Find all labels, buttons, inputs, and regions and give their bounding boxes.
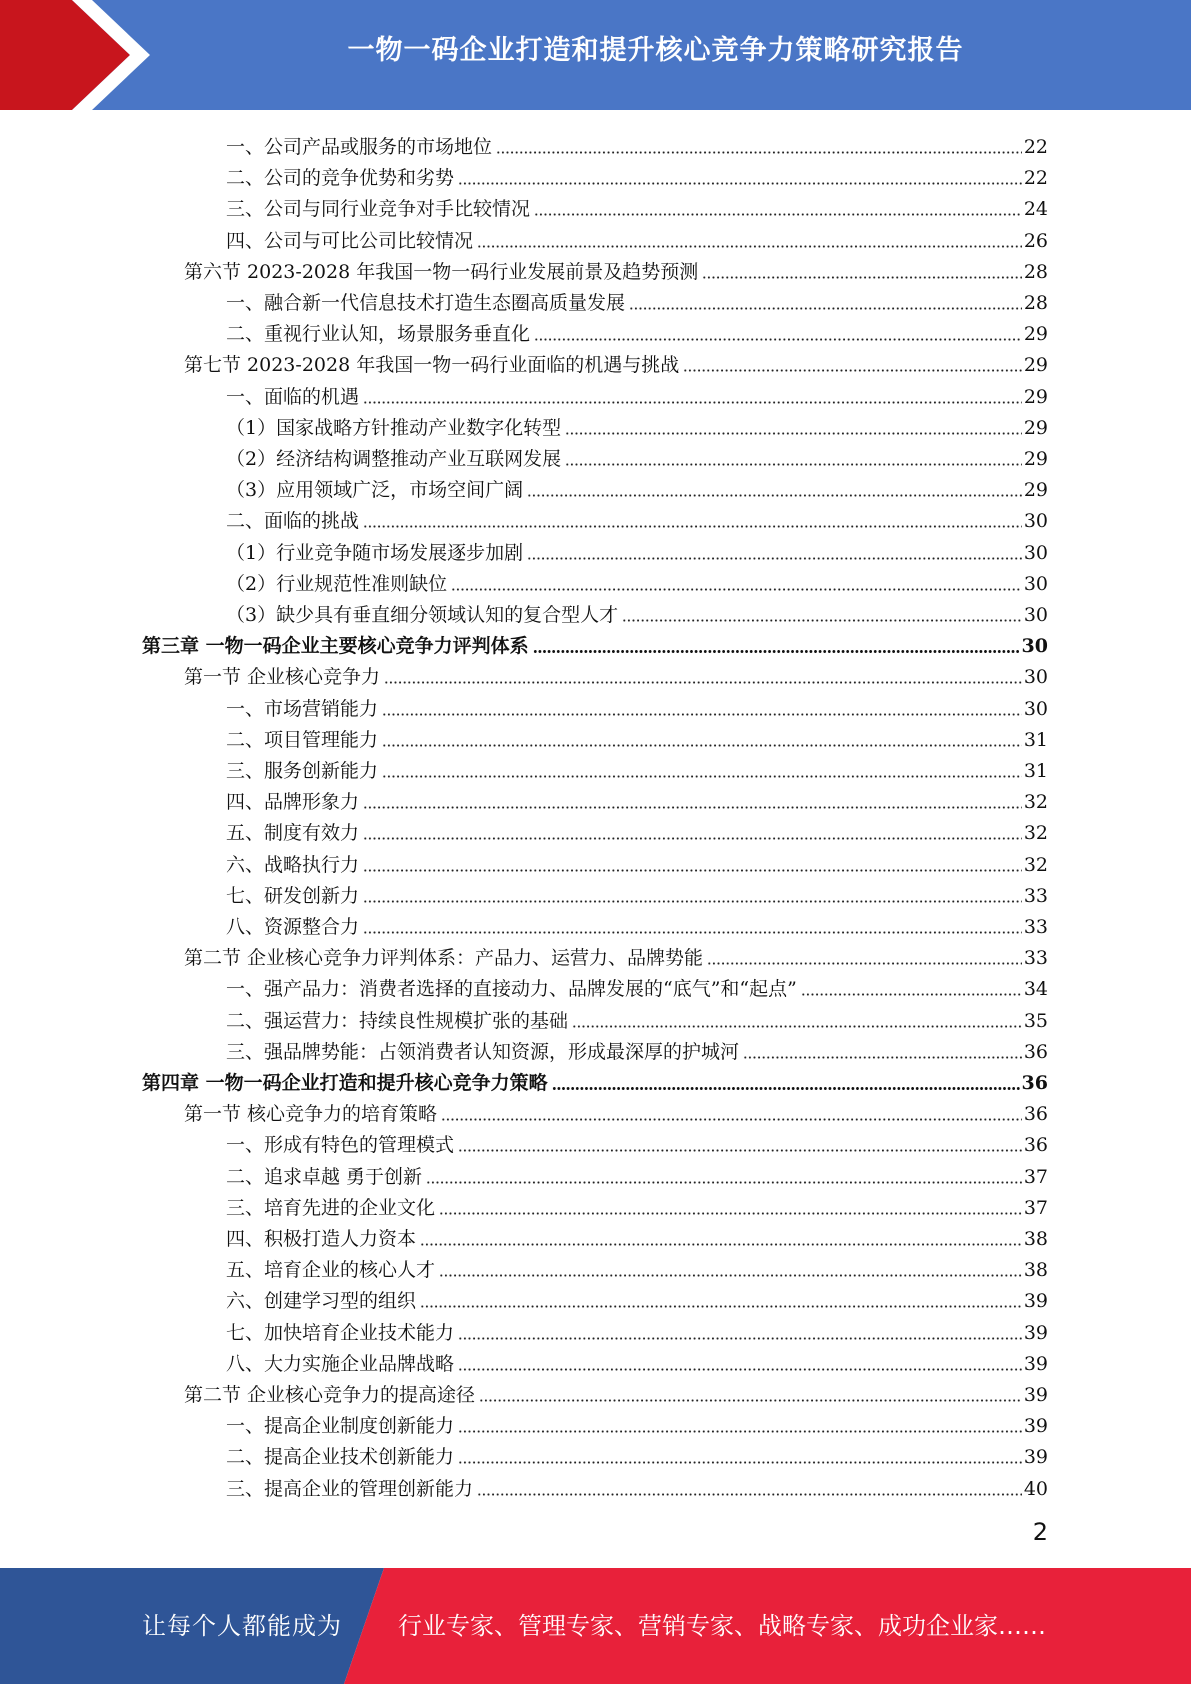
toc-entry[interactable]	[184, 939, 1048, 970]
toc-entry-page: 30	[1023, 666, 1048, 689]
toc-entry[interactable]	[184, 1095, 1048, 1126]
toc-entry-page: 37	[1023, 1165, 1048, 1188]
toc-entry[interactable]	[226, 814, 1048, 845]
toc-leader-dots	[622, 619, 1022, 622]
toc-entry-page: 33	[1023, 916, 1048, 938]
toc-entry[interactable]	[226, 1158, 1048, 1189]
toc-entry[interactable]	[226, 1220, 1048, 1251]
toc-entry[interactable]	[226, 1126, 1048, 1157]
toc-leader-dots	[707, 962, 1022, 965]
toc-entry-title: 第六节 2023-2028 年我国一物一码行业发展前景及趋势预测	[184, 260, 699, 283]
toc-leader-dots	[363, 806, 1022, 809]
toc-entry-page: 26	[1023, 229, 1048, 252]
toc-entry-title: 二、重视行业认知，场景服务垂直化	[226, 323, 531, 346]
toc-entry-title: （1）行业竞争随市场发展逐步加剧	[226, 541, 524, 564]
toc-entry-page: 30	[1023, 697, 1048, 720]
footer-slogan: 让每个人都能成为	[142, 1612, 342, 1640]
toc-entry-page: 32	[1023, 853, 1048, 876]
toc-leader-dots	[479, 1399, 1022, 1402]
toc-entry-page: 39	[1023, 1415, 1048, 1438]
toc-entry-page: 30	[1023, 510, 1048, 533]
toc-entry-title: 五、培育企业的核心人才	[226, 1259, 436, 1282]
toc-entry-page: 30	[1023, 572, 1048, 595]
toc-entry-title: 三、公司与同行业竞争对手比较情况	[226, 198, 531, 221]
toc-entry-title: 四、品牌形象力	[226, 791, 360, 814]
toc-entry[interactable]	[226, 1470, 1048, 1501]
toc-entry-title: 八、资源整合力	[226, 916, 360, 938]
toc-entry-page: 39	[1023, 1290, 1048, 1313]
toc-entry-page: 38	[1023, 1228, 1048, 1250]
toc-entry-title: 三、服务创新能力	[226, 760, 379, 782]
toc-entry-title: 三、提高企业的管理创新能力	[226, 1477, 474, 1500]
toc-entry-title: 第二节 企业核心竞争力的提高途径	[184, 1384, 476, 1406]
toc-entry[interactable]	[142, 627, 1048, 658]
toc-entry-page: 32	[1023, 822, 1048, 845]
toc-entry[interactable]	[226, 565, 1048, 596]
toc-entry-page: 31	[1023, 760, 1048, 782]
toc-entry[interactable]	[226, 721, 1048, 752]
toc-entry-page: 33	[1023, 884, 1048, 907]
toc-leader-dots	[420, 1305, 1022, 1308]
toc-entry[interactable]	[226, 1189, 1048, 1220]
toc-entry-title: 八、大力实施企业品牌战略	[226, 1352, 455, 1375]
toc-leader-dots	[363, 931, 1022, 934]
toc-entry[interactable]	[184, 253, 1048, 284]
toc-entry-page: 30	[1023, 541, 1048, 564]
toc-entry-title: 三、培育先进的企业文化	[226, 1196, 436, 1219]
toc-entry-title: 二、追求卓越 勇于创新	[226, 1165, 423, 1188]
toc-entry[interactable]	[226, 440, 1048, 471]
toc-entry-title: 第二节 企业核心竞争力评判体系：产品力、运营力、品牌势能	[184, 947, 704, 970]
toc-entry[interactable]	[142, 1064, 1048, 1095]
toc-leader-dots	[363, 401, 1022, 404]
toc-entry-page: 39	[1023, 1321, 1048, 1344]
toc-leader-dots	[683, 369, 1022, 372]
toc-entry-title: （2）行业规范性准则缺位	[226, 572, 448, 595]
toc-entry[interactable]	[226, 315, 1048, 346]
toc-entry-title: 三、强品牌势能：占领消费者认知资源，形成最深厚的护城河	[226, 1040, 740, 1063]
toc-entry[interactable]	[226, 1282, 1048, 1313]
toc-entry-title: 一、提高企业制度创新能力	[226, 1415, 455, 1438]
toc-entry-title: 二、强运营力：持续良性规模扩张的基础	[226, 1009, 569, 1032]
toc-entry-page: 33	[1023, 947, 1048, 970]
toc-entry-title: 二、提高企业技术创新能力	[226, 1446, 455, 1469]
toc-entry-title: 二、面临的挑战	[226, 510, 360, 533]
page-number: 2	[1032, 1518, 1048, 1546]
toc-entry-page: 37	[1023, 1196, 1048, 1219]
toc-entry[interactable]	[184, 346, 1048, 377]
toc-leader-dots	[533, 650, 1020, 653]
toc-entry-page: 29	[1023, 323, 1048, 346]
toc-entry-title: 一、公司产品或服务的市场地位	[226, 136, 493, 158]
toc-leader-dots	[565, 463, 1022, 466]
toc-entry[interactable]	[226, 471, 1048, 502]
toc-entry-title: 一、市场营销能力	[226, 697, 379, 720]
toc-entry-page: 29	[1023, 448, 1048, 470]
toc-entry-page: 28	[1023, 292, 1048, 314]
toc-entry-page: 36	[1023, 1103, 1048, 1126]
toc-entry[interactable]	[226, 877, 1048, 908]
toc-leader-dots	[420, 1243, 1022, 1246]
toc-entry-title: 第一节 企业核心竞争力	[184, 666, 381, 689]
toc-leader-dots	[458, 1337, 1022, 1340]
toc-entry-title: 七、研发创新力	[226, 884, 360, 907]
toc-entry[interactable]	[226, 752, 1048, 783]
toc-entry-page: 36	[1023, 1134, 1048, 1157]
toc-entry-page: 31	[1023, 728, 1048, 751]
toc-entry-title: 第四章 一物一码企业打造和提升核心竞争力策略	[142, 1072, 548, 1094]
toc-entry[interactable]	[226, 409, 1048, 440]
toc-entry[interactable]	[226, 222, 1048, 253]
toc-leader-dots	[363, 900, 1022, 903]
toc-entry-title: 二、项目管理能力	[226, 728, 379, 751]
toc-leader-dots	[458, 1368, 1022, 1371]
toc-leader-dots	[552, 1087, 1020, 1090]
toc-leader-dots	[382, 744, 1022, 747]
toc-leader-dots	[426, 1181, 1022, 1184]
toc-entry[interactable]	[226, 190, 1048, 221]
toc-entry[interactable]	[226, 596, 1048, 627]
toc-entry-title: 第三章 一物一码企业主要核心竞争力评判体系	[142, 635, 529, 658]
toc-leader-dots	[458, 182, 1022, 185]
toc-entry[interactable]	[226, 159, 1048, 190]
toc-entry-page: 39	[1023, 1446, 1048, 1469]
toc-leader-dots	[382, 775, 1022, 778]
toc-leader-dots	[458, 1430, 1022, 1433]
toc-entry-title: 第一节 核心竞争力的培育策略	[184, 1103, 438, 1126]
toc-entry-title: 七、加快培育企业技术能力	[226, 1321, 455, 1344]
toc-leader-dots	[439, 1274, 1022, 1277]
toc-entry-page: 35	[1023, 1009, 1048, 1032]
toc-leader-dots	[534, 213, 1022, 216]
toc-entry-page: 28	[1023, 260, 1048, 283]
toc-entry-title: 四、积极打造人力资本	[226, 1228, 417, 1250]
toc-entry[interactable]	[226, 502, 1048, 533]
page-header	[0, 0, 1191, 110]
toc-entry-title: 四、公司与可比公司比较情况	[226, 229, 474, 252]
toc-entry[interactable]	[226, 534, 1048, 565]
toc-entry[interactable]	[226, 1251, 1048, 1282]
toc-entry-title: 一、融合新一代信息技术打造生态圈高质量发展	[226, 292, 626, 314]
toc-entry[interactable]	[226, 284, 1048, 315]
toc-entry[interactable]	[184, 1376, 1048, 1407]
toc-entry-title: 六、创建学习型的组织	[226, 1290, 417, 1313]
toc-leader-dots	[572, 1025, 1022, 1028]
toc-entry-title: （2）经济结构调整推动产业互联网发展	[226, 448, 562, 470]
toc-leader-dots	[534, 338, 1022, 341]
toc-leader-dots	[451, 588, 1022, 591]
toc-entry-page: 38	[1023, 1259, 1048, 1282]
toc-entry[interactable]	[226, 690, 1048, 721]
toc-entry[interactable]	[226, 378, 1048, 409]
toc-entry-title: 五、制度有效力	[226, 822, 360, 845]
toc-leader-dots	[496, 151, 1022, 154]
toc-entry[interactable]	[226, 1314, 1048, 1345]
toc-entry[interactable]	[226, 846, 1048, 877]
page-footer	[0, 1568, 1191, 1684]
toc-entry[interactable]	[184, 658, 1048, 689]
toc-entry-title: 二、公司的竞争优势和劣势	[226, 167, 455, 190]
toc-leader-dots	[363, 525, 1022, 528]
toc-entry-title: 第七节 2023-2028 年我国一物一码行业面临的机遇与挑战	[184, 354, 680, 377]
toc-entry-page: 30	[1023, 604, 1048, 626]
toc-leader-dots	[439, 1212, 1022, 1215]
toc-entry-page: 29	[1023, 354, 1048, 377]
toc-entry-page: 22	[1023, 136, 1048, 158]
toc-leader-dots	[477, 245, 1022, 248]
toc-entry-page: 22	[1023, 167, 1048, 190]
footer-roles: 行业专家、管理专家、营销专家、战略专家、成功企业家……	[398, 1612, 1046, 1640]
report-title: 一物一码企业打造和提升核心竞争力策略研究报告	[347, 35, 964, 66]
toc-entry[interactable]	[226, 128, 1048, 159]
toc-entry-page: 39	[1023, 1384, 1048, 1406]
toc-entry[interactable]	[226, 783, 1048, 814]
toc-entry-page: 36	[1021, 1072, 1048, 1094]
toc-entry-page: 29	[1023, 479, 1048, 502]
toc-entry-title: 一、面临的机遇	[226, 385, 360, 408]
toc-leader-dots	[702, 276, 1022, 279]
toc-entry-title: （3）缺少具有垂直细分领域认知的复合型人才	[226, 604, 619, 626]
toc-leader-dots	[743, 1056, 1022, 1059]
toc-leader-dots	[458, 1461, 1022, 1464]
toc-leader-dots	[363, 869, 1022, 872]
toc-leader-dots	[477, 1493, 1022, 1496]
toc-entry-page: 24	[1023, 198, 1048, 221]
toc-entry-page: 29	[1023, 385, 1048, 408]
toc-leader-dots	[565, 432, 1022, 435]
toc-leader-dots	[384, 681, 1022, 684]
toc-entry[interactable]	[226, 1407, 1048, 1438]
toc-leader-dots	[441, 1118, 1022, 1121]
toc-leader-dots	[458, 1149, 1022, 1152]
toc-entry-page: 30	[1021, 635, 1048, 658]
toc-entry-page: 39	[1023, 1352, 1048, 1375]
toc-entry[interactable]	[226, 1345, 1048, 1376]
toc-leader-dots	[629, 307, 1022, 310]
toc-leader-dots	[801, 993, 1022, 996]
toc-leader-dots	[382, 713, 1022, 716]
toc-entry[interactable]	[226, 970, 1048, 1001]
toc-entry-page: 32	[1023, 791, 1048, 814]
toc-entry-title: （3）应用领域广泛，市场空间广阔	[226, 479, 524, 502]
toc-entry-page: 40	[1023, 1477, 1048, 1500]
toc-entry[interactable]	[226, 1033, 1048, 1064]
toc-leader-dots	[527, 494, 1022, 497]
toc-entry[interactable]	[226, 1002, 1048, 1033]
toc-entry[interactable]	[226, 1438, 1048, 1469]
toc-entry-title: 一、强产品力：消费者选择的直接动力、品牌发展的“底气”和“起点”	[226, 978, 797, 1001]
toc-entry-page: 29	[1023, 416, 1048, 439]
toc-leader-dots	[363, 837, 1022, 840]
toc-entry-page: 36	[1023, 1040, 1048, 1063]
toc-entry-title: 六、战略执行力	[226, 853, 360, 876]
toc-entry-title: 一、形成有特色的管理模式	[226, 1134, 455, 1157]
toc-leader-dots	[527, 557, 1022, 560]
toc-entry[interactable]	[226, 908, 1048, 939]
toc-entry-page: 34	[1023, 978, 1048, 1001]
toc-entry-title: （1）国家战略方针推动产业数字化转型	[226, 416, 562, 439]
